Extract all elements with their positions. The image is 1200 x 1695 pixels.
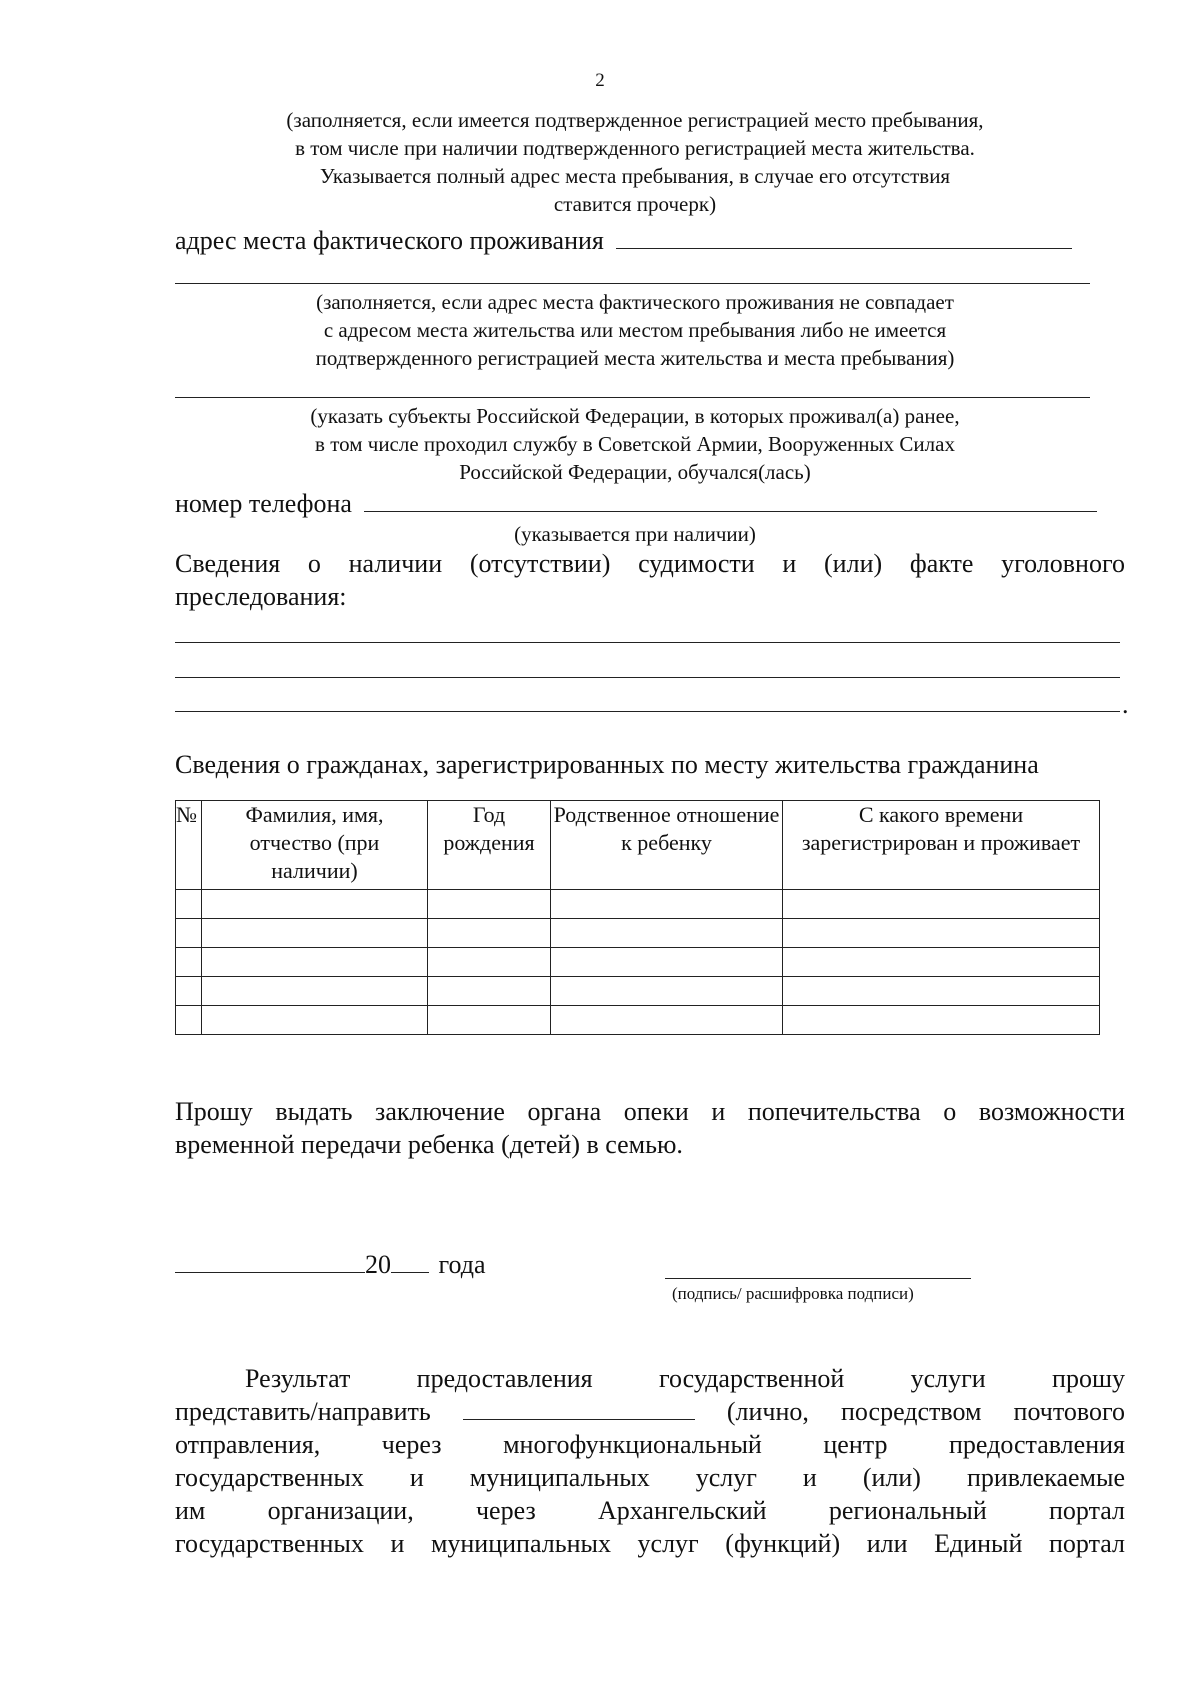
note-line: ставится прочерк) [553, 192, 717, 216]
table-cell[interactable] [783, 948, 1100, 977]
table-cell[interactable] [428, 1006, 551, 1035]
note-line: подтвержденного регистрацией места жительства и места пребывания) [315, 346, 955, 370]
date-row [175, 1248, 486, 1281]
note-line: Указывается полный адрес места пребывания, в случае его отсутствия [319, 164, 951, 188]
note-line: Российской Федерации, обучался(лась) [459, 460, 811, 484]
date-suffix: года [438, 1250, 486, 1279]
table-cell[interactable] [783, 1006, 1100, 1035]
note-previous-subjects [160, 402, 1110, 486]
result-line-start: представить/направить [175, 1397, 431, 1426]
actual-address-row [175, 224, 1072, 257]
actual-address-field[interactable] [616, 226, 1072, 249]
date-year-prefix: 20 [365, 1250, 391, 1279]
actual-address-field-line2[interactable] [175, 283, 1090, 284]
criminal-record-line[interactable] [175, 711, 1120, 712]
signature-caption: (подпись/ расшифровка подписи) [672, 1284, 914, 1303]
table-cell[interactable] [202, 890, 428, 919]
table-cell[interactable] [551, 977, 783, 1006]
phone-note [160, 520, 1110, 548]
col-header-number: № [176, 801, 202, 890]
registered-citizens-table [175, 800, 1100, 1035]
note-line: с адресом места жительства или местом пребывания либо не имеется [323, 318, 947, 342]
result-paragraph [175, 1362, 1125, 1560]
col-header-birth-year: Год рождения [428, 801, 551, 890]
table-cell[interactable] [428, 948, 551, 977]
phone-label: номер телефона [175, 489, 352, 518]
actual-address-label: адрес места фактического проживания [175, 226, 604, 255]
note-line: (указать субъекты Российской Федерации, в которых проживал(а) ранее, [310, 404, 960, 428]
table-cell[interactable] [551, 948, 783, 977]
table-cell[interactable] [202, 1006, 428, 1035]
phone-row [175, 487, 1097, 520]
request-text-cont: временной передачи ребенка (детей) в семью. [175, 1130, 683, 1159]
table-header-row [176, 801, 1100, 890]
note-actual-address [160, 288, 1110, 372]
phone-field[interactable] [364, 489, 1097, 512]
result-line: Результат предоставления государственной услуги прошу [245, 1364, 1125, 1393]
request-text: Прошу выдать заключение органа опеки и попечительства о возможности [175, 1097, 1125, 1126]
table-cell[interactable] [202, 948, 428, 977]
table-row [176, 890, 1100, 919]
col-header-registered-since: С какого времени зарегистрирован и проживает [783, 801, 1100, 890]
result-line [175, 1395, 1125, 1428]
note-line: в том числе проходил службу в Советской Армии, Вооруженных Силах [315, 432, 955, 456]
note-line: (указывается при наличии) [514, 522, 756, 546]
table-cell[interactable] [551, 890, 783, 919]
signature-field[interactable] [665, 1278, 971, 1279]
table-cell[interactable] [202, 919, 428, 948]
result-line: государственных и муниципальных услуг и (или) привлекаемые [175, 1463, 1125, 1492]
table-cell[interactable] [783, 919, 1100, 948]
table-row [176, 977, 1100, 1006]
table-cell[interactable] [428, 919, 551, 948]
table-cell[interactable] [551, 1006, 783, 1035]
note-place-of-stay [160, 106, 1110, 218]
table-cell[interactable] [176, 919, 202, 948]
table-cell[interactable] [176, 890, 202, 919]
note-line: в том числе при наличии подтвержденного регистрацией места жительства. [295, 136, 975, 160]
table-row [176, 919, 1100, 948]
table-cell[interactable] [428, 890, 551, 919]
table-cell[interactable] [176, 1006, 202, 1035]
note-line: (заполняется, если имеется подтвержденное регистрацией место пребывания, [286, 108, 984, 132]
criminal-record-line[interactable] [175, 677, 1120, 678]
table-row [176, 948, 1100, 977]
result-line: им организации, через Архангельский региональный портал [175, 1496, 1125, 1525]
criminal-record-heading: Сведения о наличии (отсутствии) судимости и (или) факте уголовного [175, 549, 1125, 578]
table-row [176, 1006, 1100, 1035]
table-cell[interactable] [176, 948, 202, 977]
table-cell[interactable] [202, 977, 428, 1006]
result-line: отправления, через многофункциональный центр предоставления [175, 1430, 1125, 1459]
criminal-record-period: . [1122, 690, 1129, 719]
page-number: 2 [595, 70, 605, 91]
result-line: государственных и муниципальных услуг (функций) или Единый портал [175, 1529, 1125, 1558]
col-header-relationship: Родственное отношение к ребенку [551, 801, 783, 890]
table-cell[interactable] [176, 977, 202, 1006]
date-year-field[interactable] [391, 1250, 429, 1273]
criminal-record-line[interactable] [175, 642, 1120, 643]
result-delivery-method-field[interactable] [463, 1397, 695, 1420]
note-line: (заполняется, если адрес места фактического проживания не совпадает [316, 290, 954, 314]
result-line-end: (лично, посредством почтового [726, 1397, 1125, 1426]
table-cell[interactable] [551, 919, 783, 948]
criminal-record-heading-cont: преследования: [175, 582, 347, 611]
previous-subjects-field[interactable] [175, 397, 1090, 398]
table-cell[interactable] [428, 977, 551, 1006]
col-header-full-name: Фамилия, имя, отчество (при наличии) [202, 801, 428, 890]
table-cell[interactable] [783, 890, 1100, 919]
table-cell[interactable] [783, 977, 1100, 1006]
table-title: Сведения о гражданах, зарегистрированных по месту жительства гражданина [175, 750, 1039, 779]
date-day-month-field[interactable] [175, 1250, 365, 1273]
